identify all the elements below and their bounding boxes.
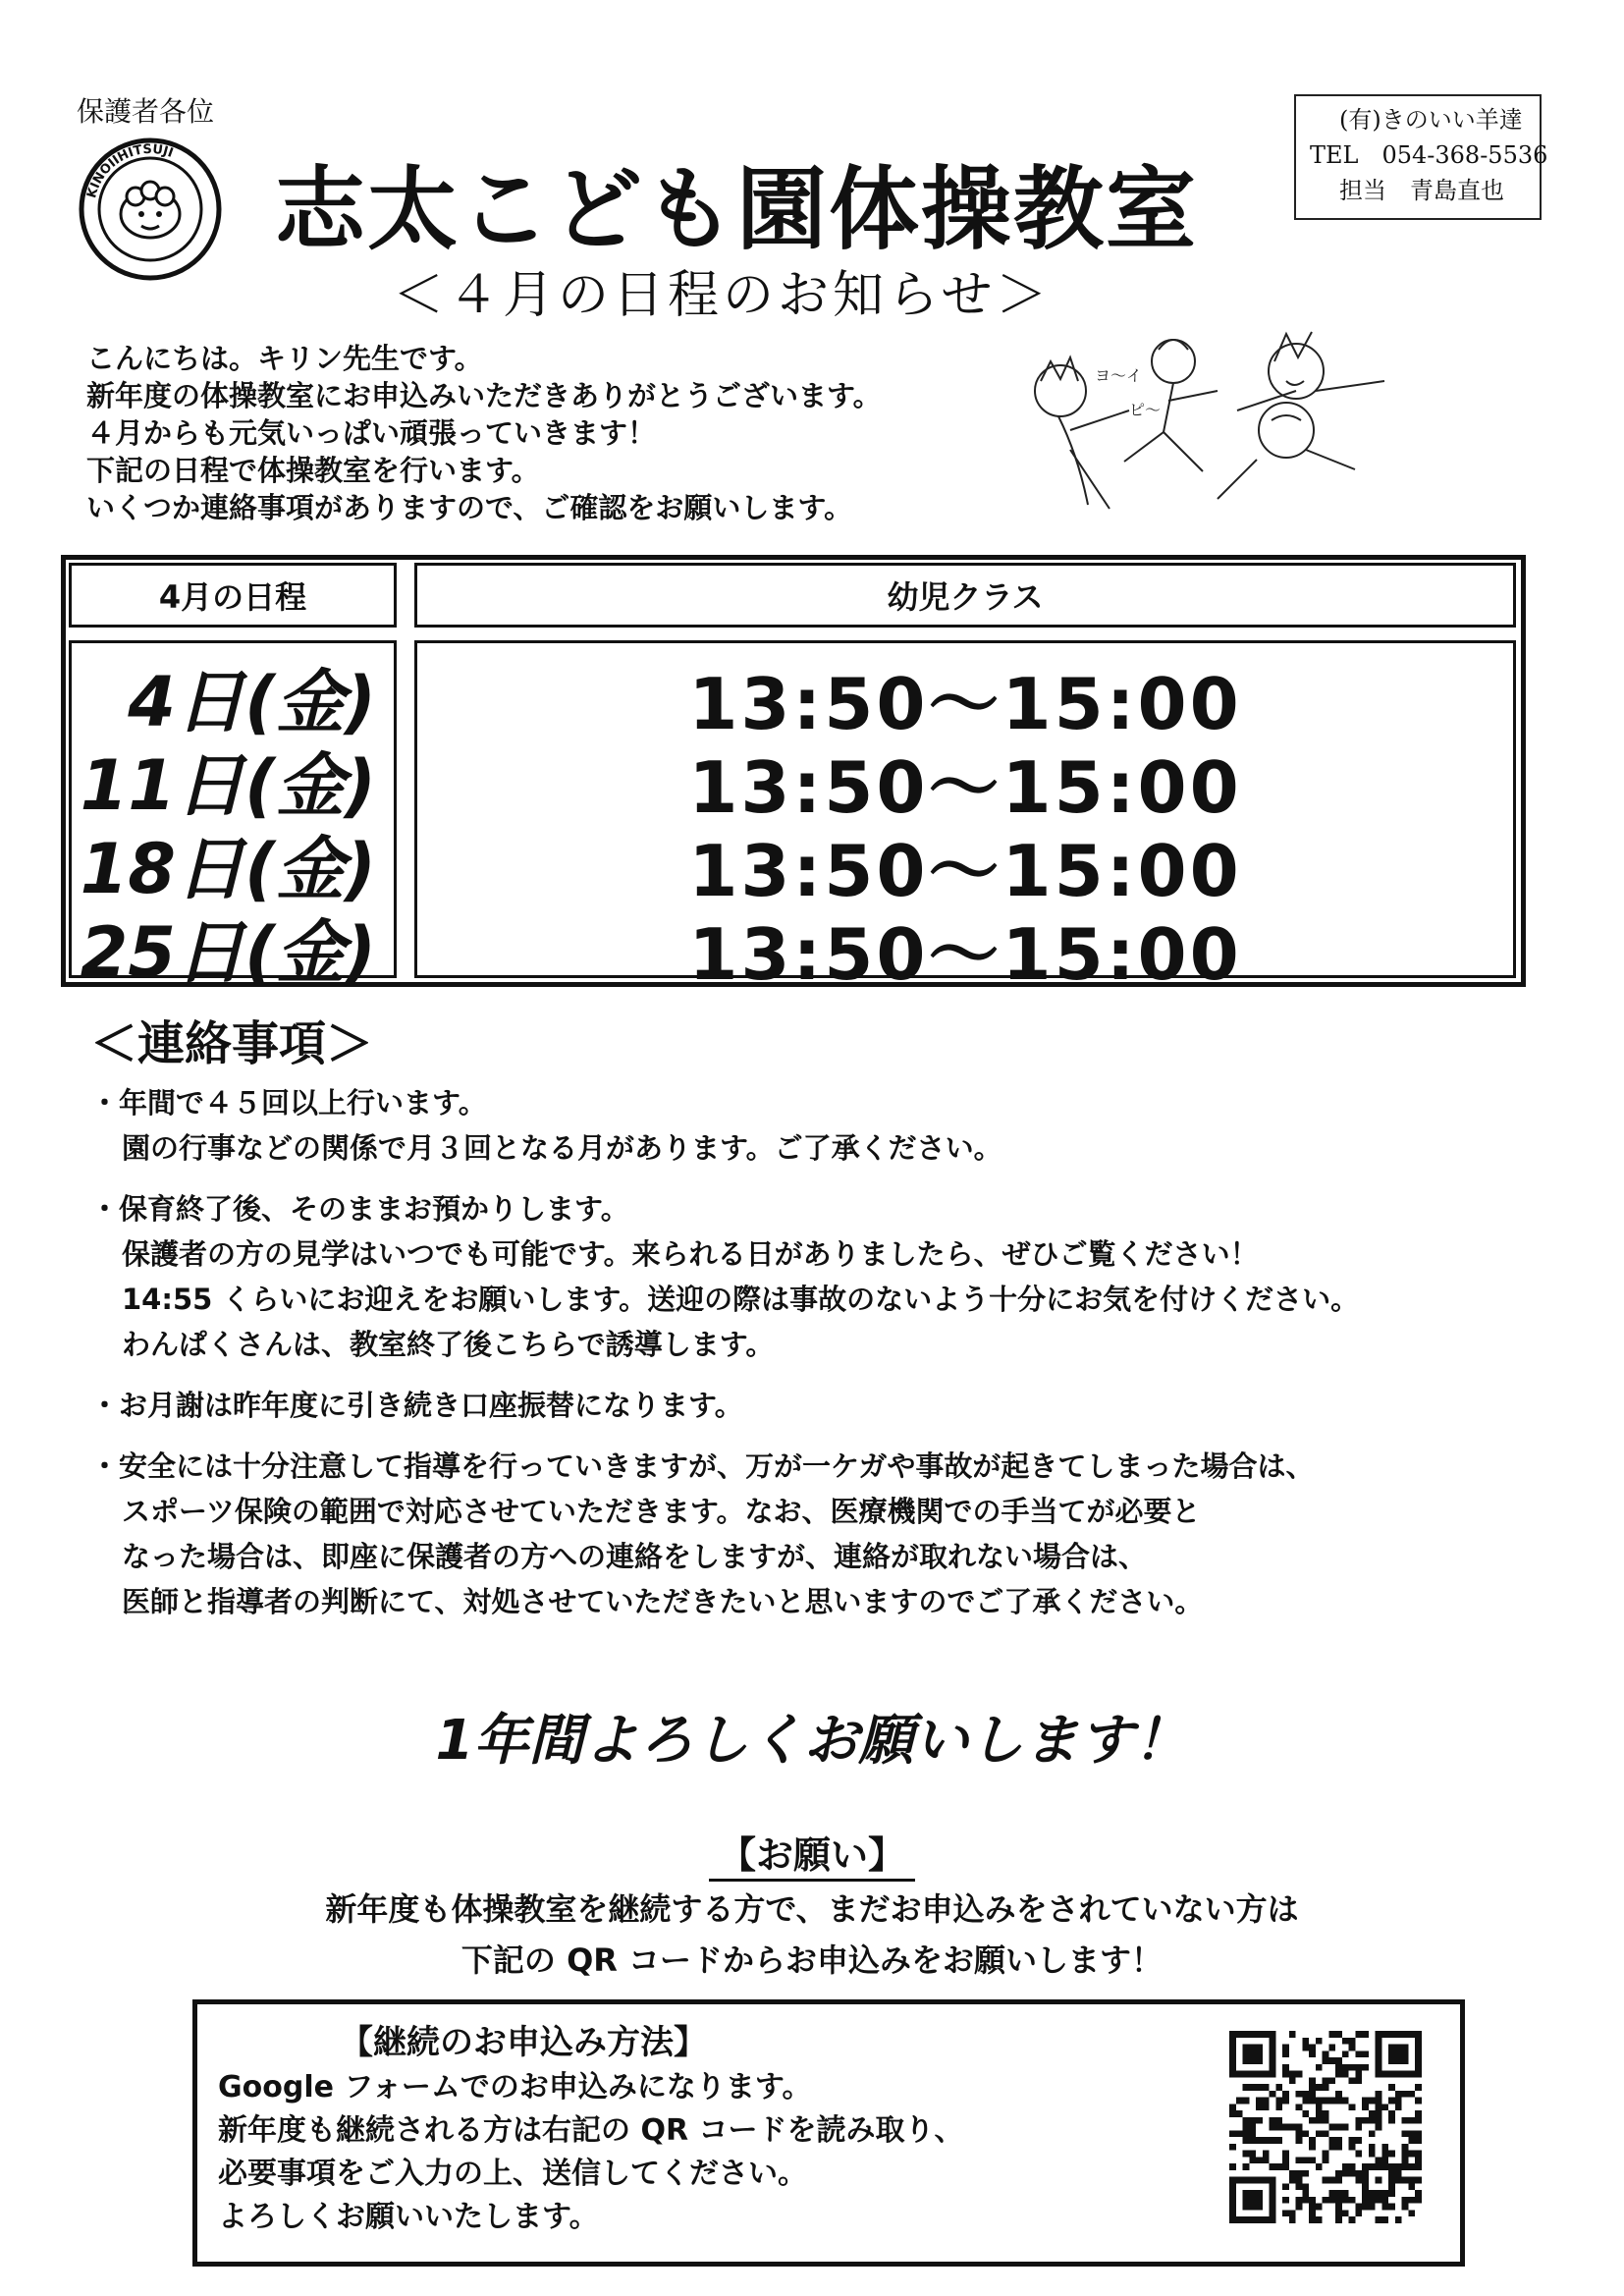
notice-item xyxy=(90,1186,1543,1367)
notice-line: ・ 年間で４５回以上行います。 xyxy=(122,1080,1543,1125)
application-body xyxy=(218,2066,964,2239)
notice-line: 医師と指導者の判断にて、対処させていただきたいと思いますのでご了承ください。 xyxy=(122,1585,1204,1618)
schedule-time: 13:50〜15:00 xyxy=(688,830,1242,912)
schedule-date: 4日(金) xyxy=(128,662,376,742)
schedule-time: 13:50〜15:00 xyxy=(688,663,1242,745)
notice-item xyxy=(90,1080,1543,1171)
notices-heading: ＜連絡事項＞ xyxy=(90,1016,374,1071)
shout-2: ピ〜 xyxy=(1129,401,1162,419)
notice-line: ・ お月謝は昨年度に引き続き口座振替になります。 xyxy=(122,1383,1543,1428)
qr-code-icon[interactable] xyxy=(1229,2031,1422,2223)
request-line: 新年度も体操教室を継続する方で、まだお申込みをされていない方は xyxy=(325,1890,1299,1928)
schedule-date: 18日(金) xyxy=(80,829,376,909)
notice-item xyxy=(90,1383,1543,1428)
closing-message: 1年間よろしくお願いします！ xyxy=(435,1709,1189,1773)
notice-line: 園の行事などの関係で月３回となる月があります。ご了承ください。 xyxy=(122,1131,1002,1165)
sheep-logo-icon xyxy=(77,136,224,283)
page-title: 志太こども園体操教室 xyxy=(275,157,1199,262)
schedule-header-date: 4月の日程 xyxy=(69,563,397,628)
schedule-date: 25日(金) xyxy=(80,912,376,993)
contact-person: 担当 青島直也 xyxy=(1339,177,1504,204)
notice-line: 保護者の方の見学はいつでも可能です。来られる日がありましたら、ぜひご覧ください！ xyxy=(122,1237,1259,1271)
notice-line: わんぱくさんは、教室終了後こちらで誘導します。 xyxy=(122,1328,775,1361)
notice-line: スポーツ保険の範囲で対応させていただきます。なお、医療機関での手当てが必要と xyxy=(122,1495,1201,1528)
application-line: よろしくお願いいたします。 xyxy=(218,2200,599,2234)
notice-item xyxy=(90,1444,1543,1624)
request-heading-text: 【お願い】 xyxy=(709,1833,915,1882)
schedule-date: 11日(金) xyxy=(80,745,376,826)
schedule-times-cell xyxy=(414,640,1516,996)
greeting xyxy=(86,340,882,526)
notices-list xyxy=(90,1080,1543,1640)
schedule-time: 13:50〜15:00 xyxy=(688,746,1242,829)
contact-tel: TEL 054-368-5536 xyxy=(1310,141,1548,169)
application-line: 新年度も継続される方は右記の QR コードを読み取り、 xyxy=(218,2113,964,2148)
running-kids-illustration xyxy=(1001,322,1414,519)
greeting-line: 新年度の体操教室にお申込みいただきありがとうございます。 xyxy=(86,379,882,412)
application-heading: 【継続のお申込み方法】 xyxy=(340,2023,707,2062)
application-line: Google フォームでのお申込みになります。 xyxy=(218,2070,812,2105)
request-line: 下記の QR コードからお申込みをお願いします！ xyxy=(460,1941,1164,1979)
application-line: 必要事項をご入力の上、送信してください。 xyxy=(218,2157,807,2191)
request-body xyxy=(0,1884,1624,1986)
schedule-time: 13:50〜15:00 xyxy=(688,913,1242,996)
greeting-line: 下記の日程で体操教室を行います。 xyxy=(86,454,540,487)
greeting-line: ４月からも元気いっぱい頑張っていきます！ xyxy=(86,416,657,450)
greeting-line: いくつか連絡事項がありますので、ご確認をお願いします。 xyxy=(86,491,853,524)
greeting-line: こんにちは。キリン先生です。 xyxy=(86,342,483,375)
notice-line: ・ 保育終了後、そのままお預かりします。 xyxy=(122,1186,1543,1231)
logo-text-top: KINOIIHITSUJI xyxy=(84,141,176,200)
contact-box xyxy=(1294,94,1548,220)
contact-company: (有)きのいい羊達 xyxy=(1339,106,1523,134)
notice-line: 14:55 くらいにお迎えをお願いします。送迎の際は事故のないよう十分にお気を付けください。 xyxy=(122,1283,1360,1316)
page-subtitle: ＜４月の日程のお知らせ＞ xyxy=(393,266,1052,325)
shout-1: ヨ〜イ xyxy=(1095,366,1143,385)
notice-line: なった場合は、即座に保護者の方への連絡をしますが、連絡が取れない場合は、 xyxy=(122,1540,1148,1573)
request-heading xyxy=(0,1825,1624,1879)
notice-line: ・ 安全には十分注意して指導を行っていきますが、万が一ケガや事故が起きてしまった場合は、 xyxy=(122,1444,1543,1489)
schedule-dates-cell xyxy=(69,640,397,993)
schedule-header-class: 幼児クラス xyxy=(414,563,1516,628)
addressee: 保護者各位 xyxy=(77,95,215,128)
